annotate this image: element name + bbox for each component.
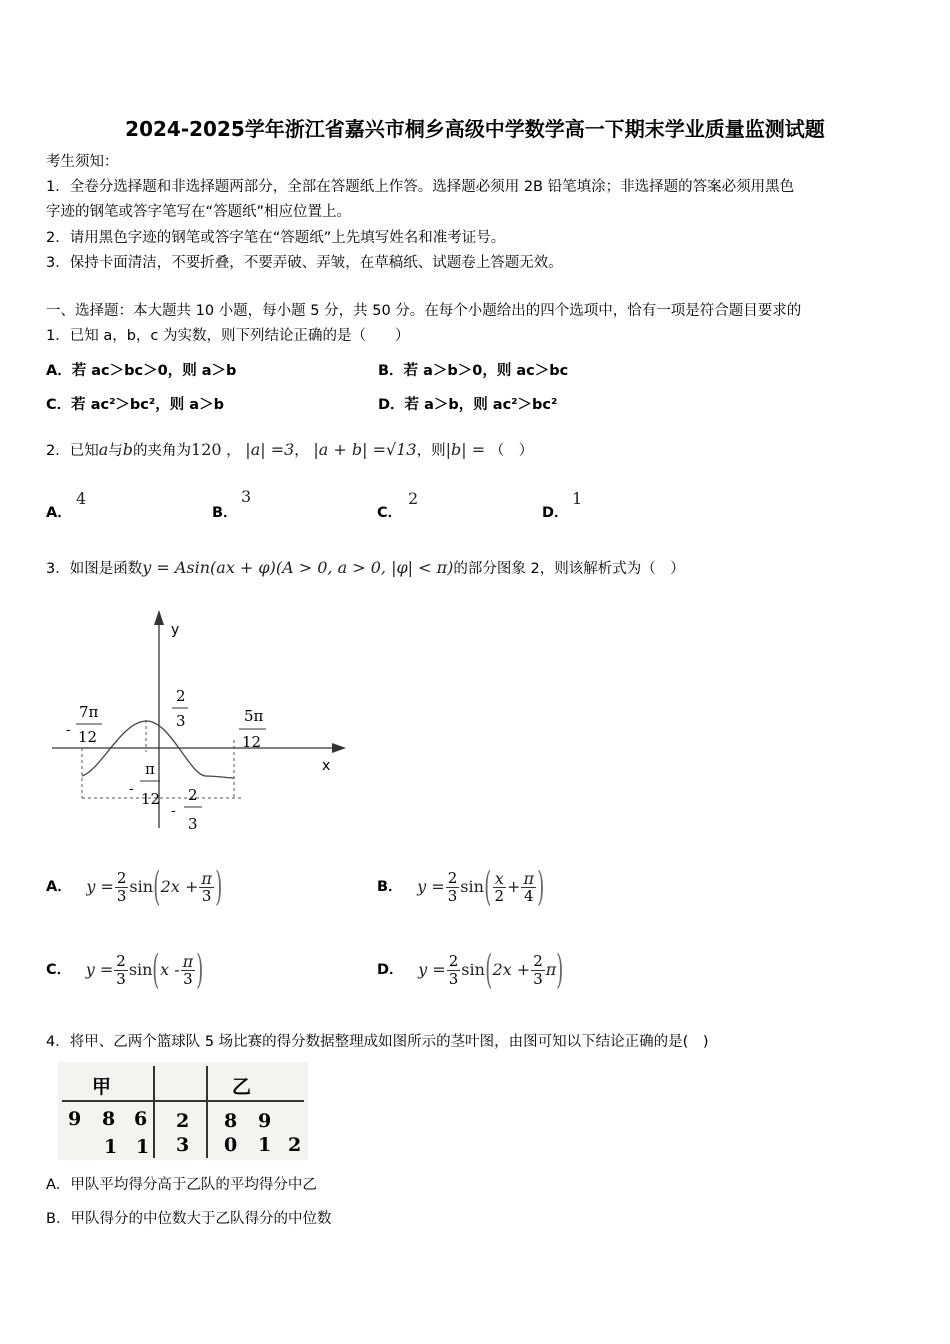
- q3-option-d-label: D．: [377, 962, 404, 978]
- q3-option-c-label: C．: [46, 962, 72, 978]
- q1-option-a: A．若 ac＞bc＞0，则 a＞b: [46, 363, 237, 379]
- q3-d-lhs: y =: [418, 960, 446, 979]
- q3-c-sin: sin: [128, 960, 153, 979]
- q3-a-phase-den: 3: [201, 886, 212, 905]
- q3-graph: [46, 600, 356, 840]
- q3-a-coef-den: 3: [116, 886, 127, 905]
- q3-b-arg-num: x: [493, 870, 507, 888]
- graph-bot-sign: -: [171, 803, 176, 819]
- q3-a-phase: [199, 870, 214, 905]
- q3-stem: [46, 555, 685, 582]
- q3-d-pi: π: [545, 960, 557, 979]
- q3-b-phase: [521, 870, 536, 905]
- q4-option-b: B．甲队得分的中位数大于乙队得分的中位数: [46, 1211, 332, 1227]
- q3-c-coef-den: 3: [116, 969, 126, 988]
- notice-line-1a: 1．全卷分选择题和非选择题两部分，全部在答题纸上作答。选择题必须用 2B 铅笔填涂；非选择题的答案必须用黑色: [46, 179, 795, 195]
- graph-mid-sign: -: [129, 781, 134, 797]
- q1-option-c: C．若 ac²＞bc²，则 a＞b: [46, 397, 224, 413]
- graph-mid-num: π: [145, 760, 155, 778]
- section-heading: 一、选择题：本大题共 10 小题，每小题 5 分，共 50 分。在每个小题给出的四个选项中，恰有一项是符合题目要求的: [46, 303, 802, 319]
- q3-b-phase-num: π: [523, 868, 534, 888]
- notice-line-2: 2．请用黑色字迹的钢笔或答字笔在“答题纸”上先填写姓名和准考证号。: [46, 230, 506, 246]
- q3-a-sin: sin: [129, 877, 154, 896]
- q3-d-coef-num: 2: [448, 951, 459, 970]
- q3-a-lhs: y =: [86, 877, 114, 896]
- leaf-left-r2-c2: 1: [136, 1136, 150, 1158]
- q3-c-phase: [181, 953, 196, 988]
- q2-option-b-value: 3: [241, 487, 252, 506]
- leaf-left-r1-c1: 9: [68, 1108, 82, 1130]
- q3-option-d: D． y = $\frac{2}{3}$ sin(2x + $\frac{2}{3}$ π): [377, 947, 564, 993]
- q2-text-3: 的夹角为: [133, 443, 192, 459]
- q3-option-a-label: A．: [46, 879, 72, 895]
- graph-mid-den: 12: [141, 790, 161, 808]
- table-right-divider: [206, 1066, 208, 1158]
- stem-leaf-table: [58, 1062, 308, 1160]
- q3-b-phase-den: 4: [523, 886, 534, 905]
- q3-d-coef-den: 3: [448, 969, 459, 988]
- q3-a-phase-num: π: [201, 868, 212, 888]
- q4-stem: 4．将甲、乙两个篮球队 5 场比赛的得分数据整理成如图所示的茎叶图，由图可知以下结论正确的是( ): [46, 1034, 709, 1050]
- q3-c-arg: x -: [160, 960, 180, 979]
- q3-d-phase-den: 3: [533, 969, 543, 988]
- q4-option-a: A．甲队平均得分高于乙队的平均得分中乙: [46, 1177, 317, 1193]
- q2-angle: 120: [191, 440, 222, 459]
- graph-top-den: 3: [176, 712, 186, 730]
- graph-bot-num: 2: [188, 786, 198, 804]
- q3-c-coef: [114, 953, 128, 988]
- q2-text-1: 2．已知: [46, 443, 99, 459]
- graph-top-num: 2: [176, 687, 186, 705]
- graph-left-den: 12: [78, 728, 98, 746]
- q3-text-1: 3．如图是函数: [46, 561, 143, 577]
- q3-d-phase-num: 2: [533, 951, 543, 970]
- stem-r1: 2: [176, 1110, 190, 1132]
- q3-c-lhs: y =: [85, 960, 114, 979]
- q3-b-sin: sin: [460, 877, 484, 896]
- page-title: 2024-2025学年浙江省嘉兴市桐乡高级中学数学高一下期末学业质量监测试题: [125, 117, 825, 141]
- q3-b-coef-num: 2: [447, 868, 458, 887]
- q3-b-arg: [493, 870, 507, 905]
- q1-stem: 1．已知 a，b，c 为实数，则下列结论正确的是（ ）: [46, 328, 410, 344]
- graph-right-den: 12: [242, 733, 262, 751]
- q3-d-coef: [447, 953, 461, 988]
- q3-option-c: C． y = $\frac{2}{3}$ sin(x - $\frac{\pi}{3}$ ): [46, 947, 204, 993]
- q2-option-d-value: 1: [572, 489, 583, 508]
- leaf-left-r2-c1: 1: [104, 1136, 118, 1158]
- q2-option-a-value: 4: [76, 489, 87, 508]
- q3-a-coef-num: 2: [116, 868, 127, 887]
- notice-line-1b: 字迹的钢笔或答字笔写在“答题纸”相应位置上。: [46, 204, 352, 220]
- q3-d-sin: sin: [461, 960, 485, 979]
- q2-stem: [46, 438, 533, 463]
- q3-c-phase-den: 3: [183, 969, 193, 988]
- leaf-right-r2-c3: 2: [288, 1134, 302, 1156]
- q2-option-a: A．: [46, 505, 72, 521]
- leaf-right-r1-c2: 9: [258, 1110, 272, 1132]
- q3-option-b-label: B．: [377, 879, 403, 895]
- q3-b-arg-den: 2: [494, 886, 505, 905]
- q3-c-coef-num: 2: [116, 951, 126, 970]
- q2-option-c: C．: [377, 505, 403, 521]
- q3-formula: y = Asin(ax + φ)(A > 0, a > 0, |φ| < π): [142, 558, 454, 577]
- x-axis-arrow: [332, 743, 346, 753]
- graph-left-sign: -: [66, 722, 71, 738]
- leaf-right-r1-c1: 8: [224, 1110, 238, 1132]
- table-header-rule: [62, 1100, 304, 1102]
- q3-option-b: B． y = $\frac{2}{3}$ sin( $\frac{x}{2}$ + $\frac{\pi}{4}$ ): [377, 864, 545, 910]
- q1-option-b: B．若 a＞b＞0，则 ac＞bc: [378, 363, 569, 379]
- sine-curve: [82, 721, 234, 778]
- table-header-jia: 甲: [92, 1076, 112, 1098]
- q3-b-lhs: y =: [417, 877, 445, 896]
- q3-option-a: A． y = $\frac{2}{3}$ sin(2x + $\frac{\pi}{3}$ ): [46, 864, 223, 910]
- q2-comma-2: ，: [294, 443, 309, 459]
- q3-d-phase: [531, 953, 545, 988]
- q2-option-c-value: 2: [408, 489, 419, 508]
- q3-c-phase-num: π: [182, 951, 194, 971]
- leaf-left-r1-c3: 6: [134, 1108, 148, 1130]
- graph-y-label: y: [171, 622, 180, 638]
- q2-option-d: D．: [542, 505, 569, 521]
- q2-comma-1: ，: [226, 443, 241, 459]
- q1-option-d: D．若 a＞b，则 ac²＞bc²: [378, 397, 558, 413]
- q3-a-arg: 2x +: [160, 877, 199, 896]
- notice-heading: 考生须知：: [46, 154, 119, 170]
- leaf-left-r1-c2: 8: [102, 1108, 116, 1130]
- q2-option-b: B．: [212, 505, 238, 521]
- notice-line-3: 3．保持卡面清洁，不要折叠，不要弄破、弄皱，在草稿纸、试题卷上答题无效。: [46, 255, 563, 271]
- q3-d-arg: 2x +: [492, 960, 531, 979]
- q2-text-4: ，则: [416, 443, 446, 459]
- leaf-right-r2-c2: 1: [258, 1134, 272, 1156]
- q3-a-coef: [115, 870, 129, 905]
- q3-b-coef: [446, 870, 460, 905]
- q2-vector-a: a: [98, 440, 109, 459]
- graph-left-num: 7π: [79, 703, 99, 721]
- q3-text-2: 的部分图象 2，则该解析式为（ ）: [453, 561, 685, 577]
- stem-r2: 3: [176, 1134, 190, 1156]
- graph-right-num: 5π: [244, 707, 264, 725]
- q2-abs-a-plus-b: |a + b| =√13: [313, 440, 417, 459]
- graph-x-label: x: [322, 758, 331, 774]
- y-axis-arrow: [154, 610, 164, 625]
- q3-b-coef-den: 3: [447, 886, 458, 905]
- q2-abs-b: |b| =: [445, 440, 486, 459]
- leaf-right-r2-c1: 0: [224, 1134, 238, 1156]
- q2-vector-b: b: [122, 440, 134, 459]
- q2-text-2: 与: [108, 443, 123, 459]
- graph-bot-den: 3: [188, 815, 198, 833]
- q2-abs-a: |a| =3: [245, 440, 295, 459]
- table-left-divider: [153, 1066, 155, 1158]
- q2-answer-paren: （ ）: [489, 443, 534, 459]
- q3-b-plus: +: [507, 877, 521, 896]
- table-header-yi: 乙: [232, 1076, 252, 1098]
